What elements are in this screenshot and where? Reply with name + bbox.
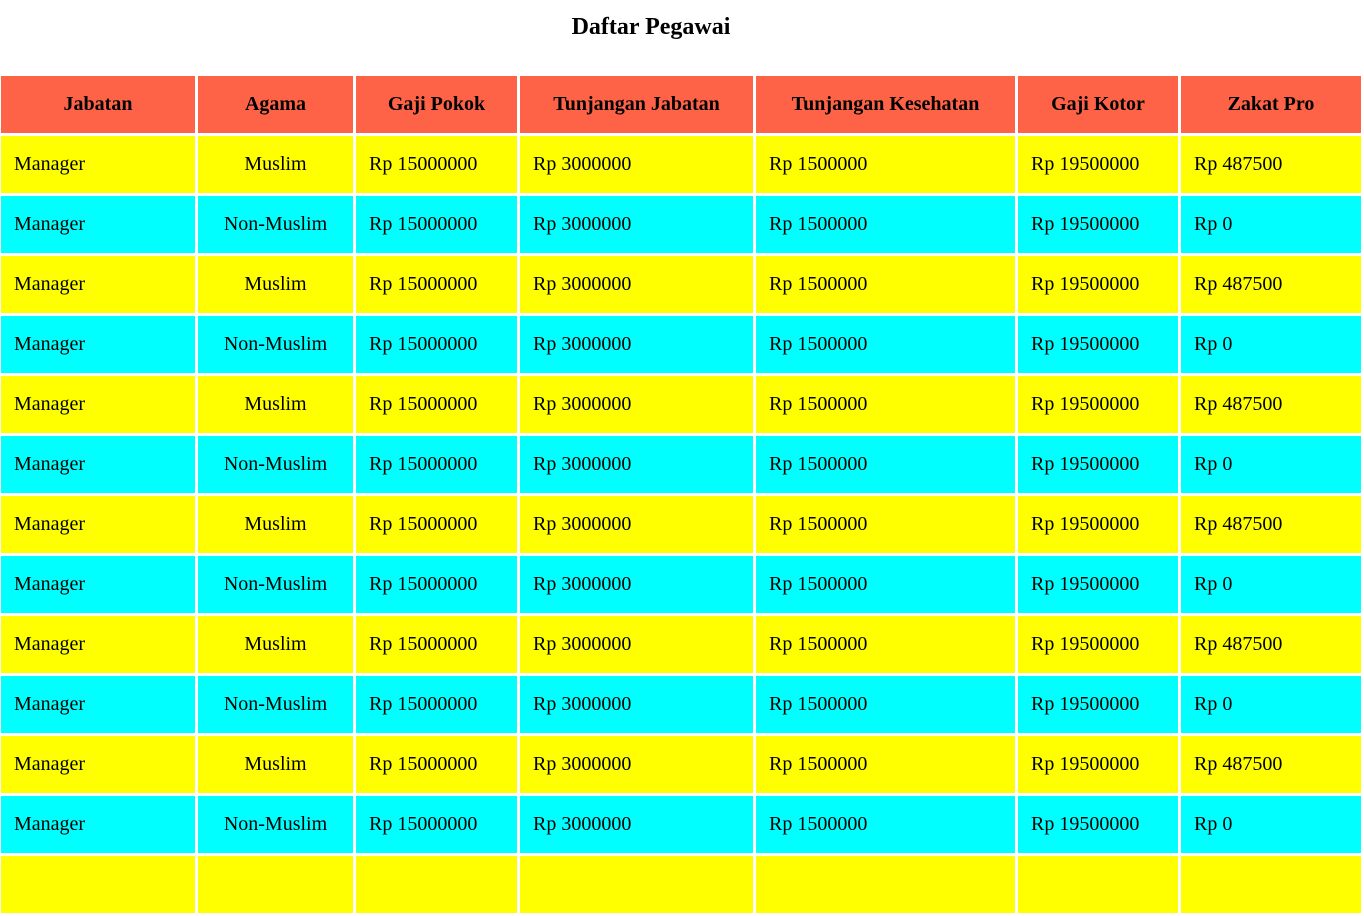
column-header-tunjangan-kesehatan: Tunjangan Kesehatan: [756, 76, 1015, 133]
cell-tunjangan-jabatan: Rp 3000000: [520, 316, 753, 373]
column-header-gaji-pokok: Gaji Pokok: [356, 76, 517, 133]
cell-tunjangan-jabatan: Rp 3000000: [520, 436, 753, 493]
cell-tunjangan-kesehatan: Rp 1500000: [756, 496, 1015, 553]
cell-zakat-profesi: Rp 487500: [1181, 736, 1361, 793]
cell-agama: Muslim: [198, 376, 353, 433]
table-row: [1, 316, 1361, 373]
table-row: [1, 556, 1361, 613]
cell-jabatan: Manager: [1, 616, 195, 673]
cell-jabatan: Manager: [1, 256, 195, 313]
cell-agama: Muslim: [198, 136, 353, 193]
cell-agama: Muslim: [198, 616, 353, 673]
cell-jabatan: Manager: [1, 796, 195, 853]
cell-zakat-profesi: Rp 0: [1181, 556, 1361, 613]
cell-agama: Muslim: [198, 736, 353, 793]
cell-gaji-kotor: Rp 19500000: [1018, 196, 1178, 253]
cell-tunjangan-kesehatan: Rp 1500000: [756, 376, 1015, 433]
cell-gaji-pokok: Rp 15000000: [356, 376, 517, 433]
table-row: [1, 796, 1361, 853]
cell-tunjangan-jabatan: Rp 3000000: [520, 676, 753, 733]
cell-jabatan: Manager: [1, 196, 195, 253]
cell-jabatan: Manager: [1, 736, 195, 793]
cell-tunjangan-jabatan: Rp 3000000: [520, 616, 753, 673]
cell-jabatan: Manager: [1, 136, 195, 193]
table-body: [1, 136, 1361, 913]
employee-table: [0, 73, 1364, 916]
table-row: [1, 676, 1361, 733]
cell-tunjangan-jabatan: Rp 3000000: [520, 136, 753, 193]
cell-gaji-kotor: Rp 19500000: [1018, 316, 1178, 373]
table-row: [1, 616, 1361, 673]
cell-jabatan: Manager: [1, 496, 195, 553]
cell-zakat-profesi: Rp 0: [1181, 796, 1361, 853]
column-header-tunjangan-jabatan: Tunjangan Jabatan: [520, 76, 753, 133]
cell-tunjangan-kesehatan: [756, 856, 1015, 913]
cell-tunjangan-kesehatan: Rp 1500000: [756, 196, 1015, 253]
cell-gaji-kotor: Rp 19500000: [1018, 556, 1178, 613]
cell-tunjangan-jabatan: [520, 856, 753, 913]
table-row: [1, 736, 1361, 793]
cell-gaji-kotor: Rp 19500000: [1018, 376, 1178, 433]
cell-agama: Muslim: [198, 496, 353, 553]
cell-gaji-pokok: Rp 15000000: [356, 196, 517, 253]
cell-agama: Muslim: [198, 256, 353, 313]
cell-zakat-profesi: Rp 487500: [1181, 256, 1361, 313]
cell-jabatan: Manager: [1, 676, 195, 733]
cell-tunjangan-kesehatan: Rp 1500000: [756, 616, 1015, 673]
cell-agama: Non-Muslim: [198, 316, 353, 373]
cell-gaji-kotor: Rp 19500000: [1018, 136, 1178, 193]
cell-tunjangan-kesehatan: Rp 1500000: [756, 556, 1015, 613]
cell-gaji-pokok: Rp 15000000: [356, 616, 517, 673]
cell-agama: Non-Muslim: [198, 796, 353, 853]
cell-jabatan: [1, 856, 195, 913]
table-row: [1, 136, 1361, 193]
cell-gaji-pokok: Rp 15000000: [356, 316, 517, 373]
cell-gaji-pokok: Rp 15000000: [356, 556, 517, 613]
column-header-zakat-profesi: Zakat Pro: [1181, 76, 1361, 133]
cell-gaji-pokok: Rp 15000000: [356, 736, 517, 793]
cell-zakat-profesi: Rp 0: [1181, 676, 1361, 733]
table-header-row: [1, 76, 1361, 133]
cell-tunjangan-jabatan: Rp 3000000: [520, 496, 753, 553]
cell-tunjangan-jabatan: Rp 3000000: [520, 736, 753, 793]
cell-gaji-kotor: [1018, 856, 1178, 913]
cell-tunjangan-jabatan: Rp 3000000: [520, 556, 753, 613]
cell-jabatan: Manager: [1, 556, 195, 613]
cell-tunjangan-kesehatan: Rp 1500000: [756, 796, 1015, 853]
cell-zakat-profesi: Rp 487500: [1181, 136, 1361, 193]
cell-agama: Non-Muslim: [198, 676, 353, 733]
table-row: [1, 196, 1361, 253]
table-row: [1, 436, 1361, 493]
cell-zakat-profesi: Rp 0: [1181, 196, 1361, 253]
cell-gaji-pokok: Rp 15000000: [356, 136, 517, 193]
cell-gaji-kotor: Rp 19500000: [1018, 736, 1178, 793]
cell-tunjangan-kesehatan: Rp 1500000: [756, 436, 1015, 493]
cell-zakat-profesi: Rp 487500: [1181, 376, 1361, 433]
column-header-agama: Agama: [198, 76, 353, 133]
cell-gaji-pokok: Rp 15000000: [356, 496, 517, 553]
cell-jabatan: Manager: [1, 436, 195, 493]
cell-jabatan: Manager: [1, 316, 195, 373]
cell-tunjangan-jabatan: Rp 3000000: [520, 196, 753, 253]
cell-gaji-kotor: Rp 19500000: [1018, 616, 1178, 673]
cell-tunjangan-kesehatan: Rp 1500000: [756, 316, 1015, 373]
cell-agama: Non-Muslim: [198, 436, 353, 493]
table-row: [1, 256, 1361, 313]
cell-tunjangan-jabatan: Rp 3000000: [520, 256, 753, 313]
table-row: [1, 496, 1361, 553]
cell-gaji-pokok: Rp 15000000: [356, 436, 517, 493]
cell-gaji-pokok: Rp 15000000: [356, 676, 517, 733]
cell-zakat-profesi: [1181, 856, 1361, 913]
cell-agama: Non-Muslim: [198, 196, 353, 253]
cell-tunjangan-jabatan: Rp 3000000: [520, 796, 753, 853]
column-header-jabatan: Jabatan: [1, 76, 195, 133]
cell-jabatan: Manager: [1, 376, 195, 433]
cell-gaji-pokok: [356, 856, 517, 913]
cell-tunjangan-kesehatan: Rp 1500000: [756, 736, 1015, 793]
cell-tunjangan-jabatan: Rp 3000000: [520, 376, 753, 433]
cell-gaji-pokok: Rp 15000000: [356, 256, 517, 313]
table-row: [1, 376, 1361, 433]
cell-zakat-profesi: Rp 0: [1181, 436, 1361, 493]
cell-agama: Non-Muslim: [198, 556, 353, 613]
table-row: [1, 856, 1361, 913]
cell-gaji-pokok: Rp 15000000: [356, 796, 517, 853]
page-title: Daftar Pegawai: [571, 14, 731, 40]
cell-agama: [198, 856, 353, 913]
cell-gaji-kotor: Rp 19500000: [1018, 796, 1178, 853]
cell-gaji-kotor: Rp 19500000: [1018, 436, 1178, 493]
cell-tunjangan-kesehatan: Rp 1500000: [756, 676, 1015, 733]
cell-zakat-profesi: Rp 487500: [1181, 616, 1361, 673]
cell-tunjangan-kesehatan: Rp 1500000: [756, 136, 1015, 193]
cell-tunjangan-kesehatan: Rp 1500000: [756, 256, 1015, 313]
cell-gaji-kotor: Rp 19500000: [1018, 496, 1178, 553]
column-header-gaji-kotor: Gaji Kotor: [1018, 76, 1178, 133]
cell-zakat-profesi: Rp 487500: [1181, 496, 1361, 553]
employee-table-container[interactable]: [0, 73, 1315, 873]
cell-gaji-kotor: Rp 19500000: [1018, 256, 1178, 313]
cell-zakat-profesi: Rp 0: [1181, 316, 1361, 373]
cell-gaji-kotor: Rp 19500000: [1018, 676, 1178, 733]
